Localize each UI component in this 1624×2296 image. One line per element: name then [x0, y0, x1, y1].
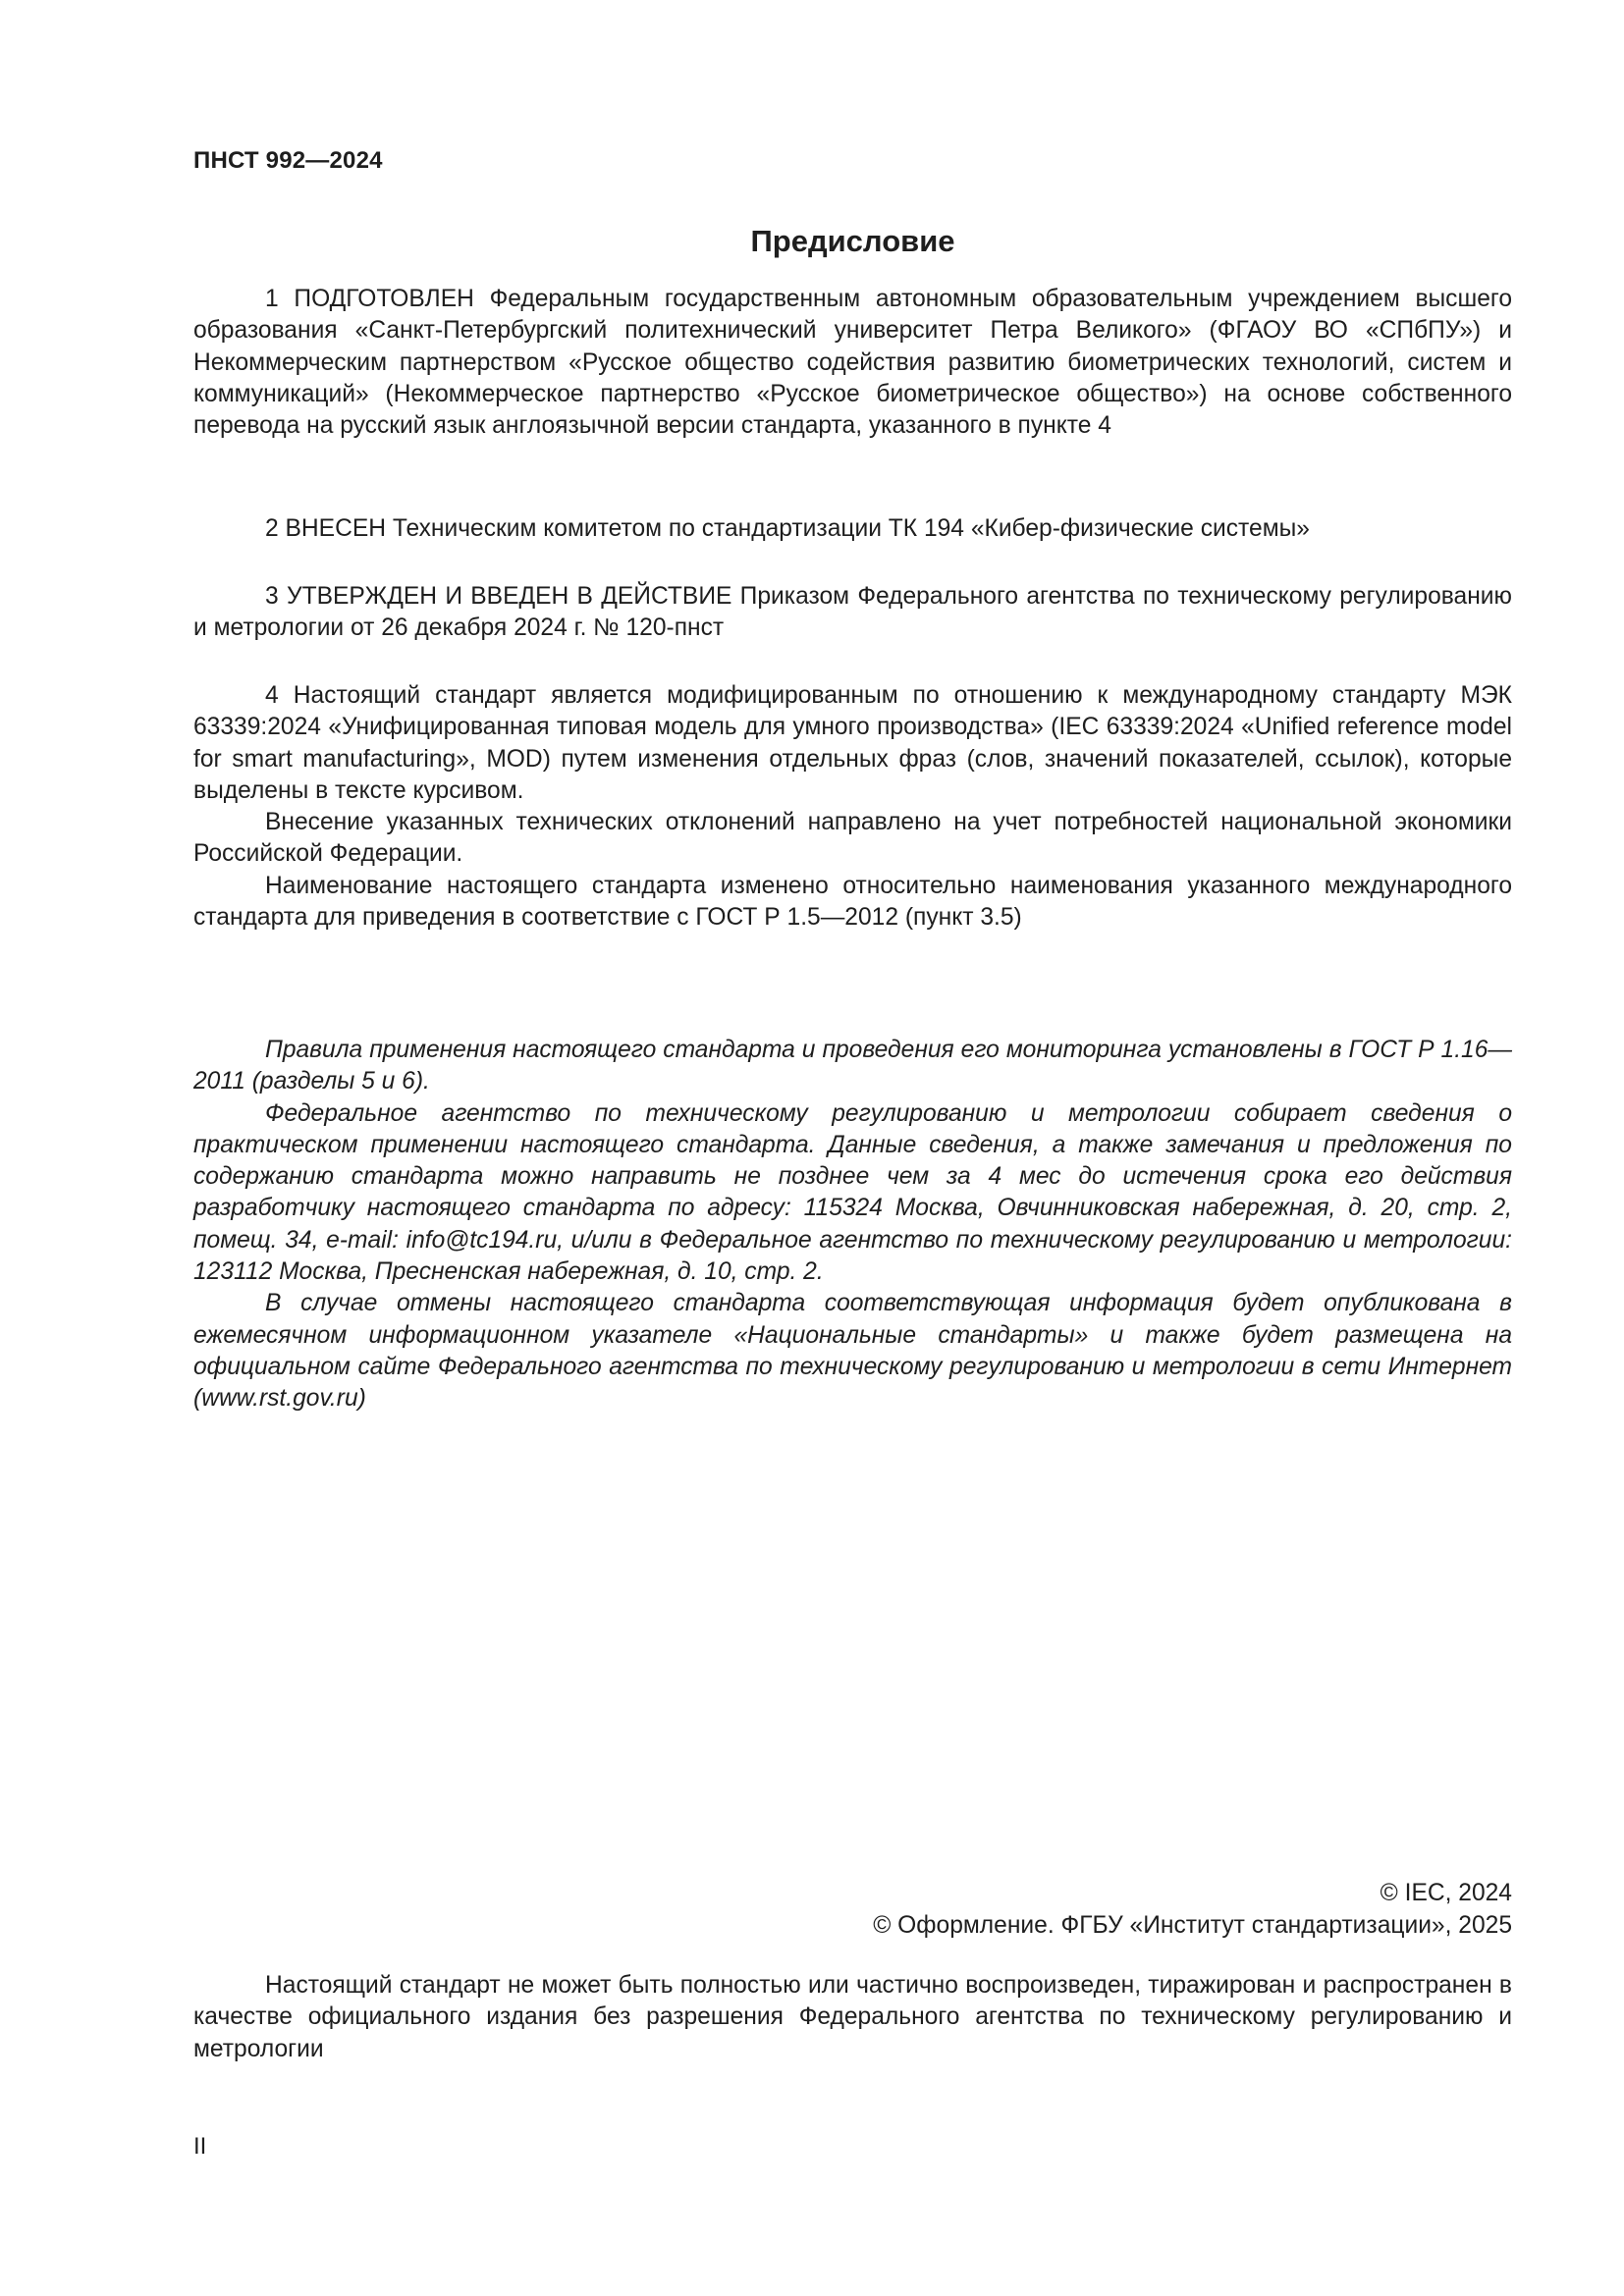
- application-rules-paragraph: Федеральное агентство по техническому регулированию и метрологии собирает сведения о практическом применении настоящего стандарта. Данные сведения, а также замечания и предложения по содержанию стандарта можно направить не позднее чем за 4 мес до истечения срока его действия разработчику настоящего стандарта по адресу: 115324 Москва, Овчинниковская набережная, д. 20, стр. 2, помещ. 34, e-mail: info@tc194.ru, и/или в Федеральное агентство по техническому регулированию и метрологии: 123112 Москва, Пресненская набережная, д. 10, стр. 2.: [193, 1099, 1512, 1286]
- page-number: II: [193, 2133, 207, 2160]
- foreword-item-4-paragraph: Наименование настоящего стандарта изменено относительно наименования указанного международного стандарта для приведения в соответствие с ГОСТ Р 1.5—2012 (пункт 3.5): [193, 872, 1512, 932]
- foreword-item-1-text: 1 ПОДГОТОВЛЕН Федеральным государственным автономным образовательным учреждением высшего образования «Санкт-Петербургский политехнический университет Петра Великого» (ФГАОУ ВО «СПбПУ») и Некоммерческим партнерством «Русское общество содействия развитию биометрических технологий, систем и коммуникаций» (Некоммерческое партнерство «Русское биометрическое общество») на основе собственного перевода на русский язык англоязычной версии стандарта, указанного в пункте 4: [193, 286, 1512, 440]
- application-rules-paragraph: В случае отмены настоящего стандарта соответствующая информация будет опубликована в ежемесячном информационном указателе «Национальные стандарты» и также будет размещена на официальном сайте Федерального агентства по техническому регулированию и метрологии в сети Интернет (www.rst.gov.ru): [193, 1290, 1512, 1413]
- foreword-item-4: [193, 680, 1512, 934]
- reproduction-notice-text: Настоящий стандарт не может быть полностью или частично воспроизведен, тиражирован и распространен в качестве официального издания без разрешения Федерального агентства по техническому регулированию и метрологии: [193, 1972, 1512, 2062]
- application-rules: [193, 1035, 1512, 1415]
- copyright-block: [873, 1877, 1512, 1942]
- foreword-item-4-paragraph: Внесение указанных технических отклонений направлено на учет потребностей национальной экономики Российской Федерации.: [193, 809, 1512, 868]
- page-title: Предисловие: [750, 224, 955, 258]
- reproduction-notice: [193, 1970, 1512, 2065]
- foreword-item-2: [193, 513, 1512, 545]
- foreword-item-2-text: 2 ВНЕСЕН Техническим комитетом по стандартизации ТК 194 «Кибер-физические системы»: [265, 515, 1310, 542]
- copyright-line: © IEC, 2024: [1380, 1880, 1512, 1906]
- document-code: ПНСТ 992—2024: [193, 147, 383, 174]
- application-rules-paragraph: Правила применения настоящего стандарта и проведения его мониторинга установлены в ГОСТ Р 1.16—2011 (разделы 5 и 6).: [193, 1037, 1512, 1095]
- foreword-item-3: [193, 581, 1512, 645]
- copyright-line: © Оформление. ФГБУ «Институт стандартизации», 2025: [873, 1912, 1512, 1939]
- foreword-item-4-paragraph: 4 Настоящий стандарт является модифицированным по отношению к международному стандарту МЭК 63339:2024 «Унифицированная типовая модель для умного производства» (IEC 63339:2024 «Unified reference model for smart manufacturing», MOD) путем изменения отдельных фраз (слов, значений показателей, ссылок), которые выделены в тексте курсивом.: [193, 682, 1512, 804]
- foreword-item-1: [193, 284, 1512, 442]
- foreword-item-3-text: 3 УТВЕРЖДЕН И ВВЕДЕН В ДЕЙСТВИЕ Приказом Федерального агентства по техническому регулированию и метрологии от 26 декабря 2024 г. № 120-пнст: [193, 583, 1512, 642]
